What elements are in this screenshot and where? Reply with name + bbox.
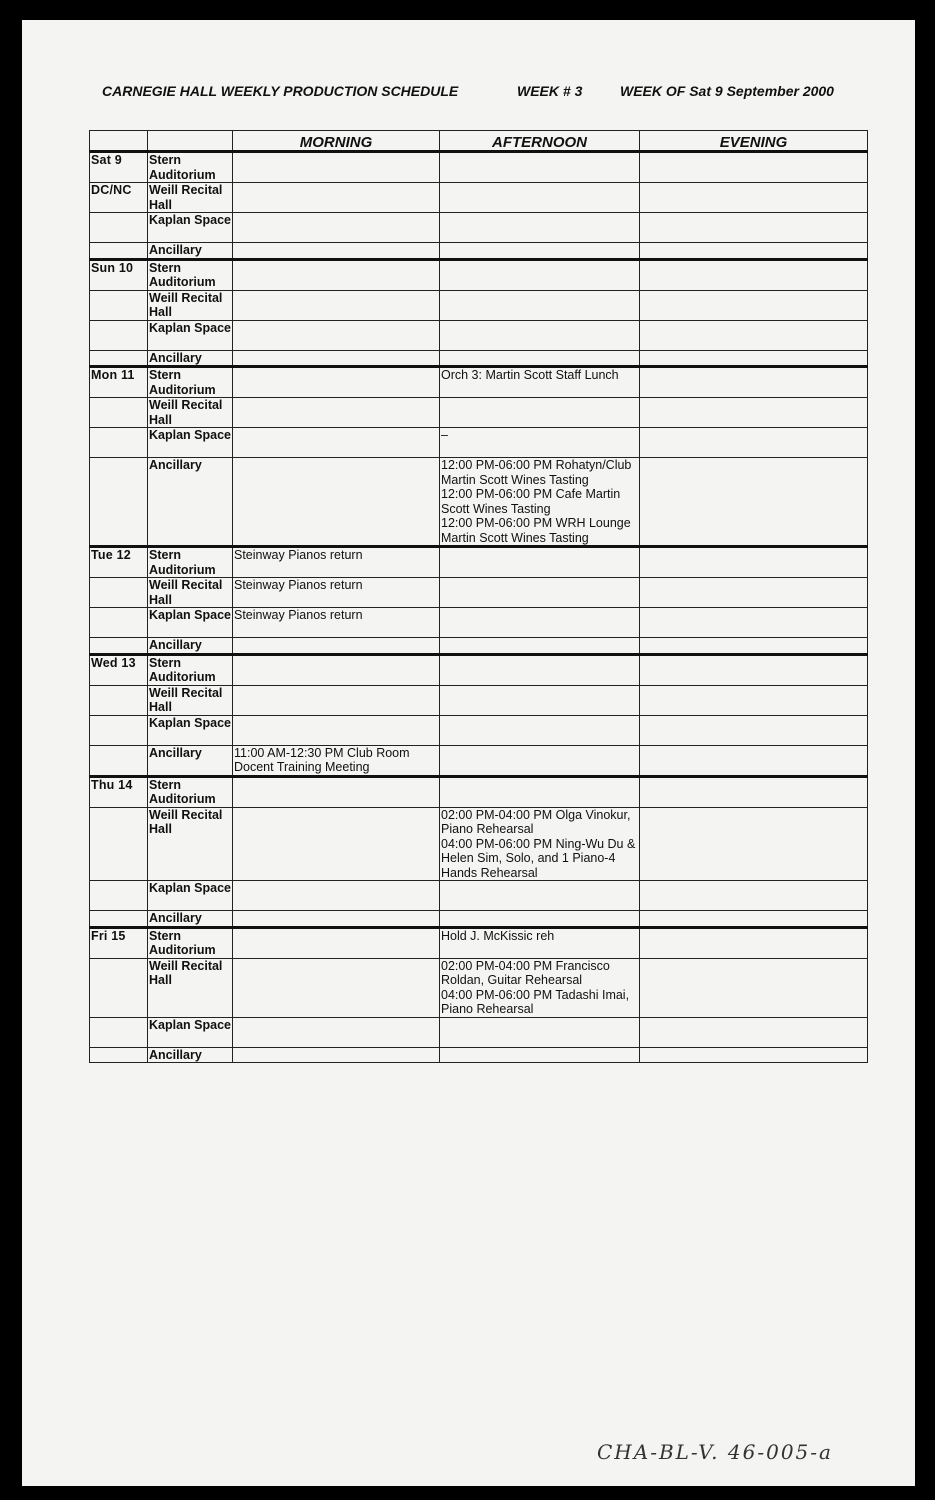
morning-cell xyxy=(233,927,440,958)
evening-cell xyxy=(640,428,868,458)
day-cell xyxy=(90,213,148,243)
afternoon-cell: 02:00 PM-04:00 PM Olga Vinokur, Piano Rehearsal 04:00 PM-06:00 PM Ning-Wu Du & Helen Sim, Solo, and 1 Piano-4 Hands Rehearsal xyxy=(440,807,640,881)
day-note: DC/NC xyxy=(90,183,148,213)
space-name: Stern Auditorium xyxy=(148,547,233,578)
day-label: Sun 10 xyxy=(90,259,148,290)
space-name: Ancillary xyxy=(148,638,233,655)
schedule-row xyxy=(90,1017,868,1047)
space-name: Kaplan Space xyxy=(148,881,233,911)
evening-cell xyxy=(640,458,868,547)
morning-cell: Steinway Pianos return xyxy=(233,547,440,578)
space-name: Kaplan Space xyxy=(148,320,233,350)
day-note xyxy=(90,290,148,320)
column-header-afternoon: AFTERNOON xyxy=(440,131,640,152)
morning-cell xyxy=(233,911,440,928)
afternoon-cell: – xyxy=(440,428,640,458)
morning-cell xyxy=(233,428,440,458)
morning-cell xyxy=(233,259,440,290)
evening-cell xyxy=(640,807,868,881)
schedule-row xyxy=(90,350,868,367)
schedule-title: CARNEGIE HALL WEEKLY PRODUCTION SCHEDULE xyxy=(102,83,459,99)
day-label: Sat 9 xyxy=(90,152,148,183)
space-name: Kaplan Space xyxy=(148,1017,233,1047)
evening-cell xyxy=(640,213,868,243)
schedule-row xyxy=(90,458,868,547)
evening-cell xyxy=(640,881,868,911)
morning-cell xyxy=(233,1017,440,1047)
space-name: Kaplan Space xyxy=(148,608,233,638)
day-cell xyxy=(90,1017,148,1047)
space-name: Stern Auditorium xyxy=(148,367,233,398)
schedule-row xyxy=(90,608,868,638)
morning-cell xyxy=(233,367,440,398)
evening-cell xyxy=(640,1017,868,1047)
schedule-row xyxy=(90,958,868,1017)
day-cell xyxy=(90,428,148,458)
column-header-space xyxy=(148,131,233,152)
morning-cell xyxy=(233,638,440,655)
evening-cell xyxy=(640,927,868,958)
space-name: Stern Auditorium xyxy=(148,259,233,290)
archive-handwritten-mark: CHA-BL-V. 46-005-a xyxy=(597,1440,833,1464)
evening-cell xyxy=(640,183,868,213)
space-name: Weill Recital Hall xyxy=(148,578,233,608)
day-note xyxy=(90,685,148,715)
space-name: Weill Recital Hall xyxy=(148,807,233,881)
evening-cell xyxy=(640,259,868,290)
afternoon-cell xyxy=(440,398,640,428)
afternoon-cell xyxy=(440,320,640,350)
evening-cell xyxy=(640,398,868,428)
day-note xyxy=(90,578,148,608)
afternoon-cell xyxy=(440,213,640,243)
afternoon-cell xyxy=(440,715,640,745)
morning-cell xyxy=(233,958,440,1017)
morning-cell xyxy=(233,290,440,320)
column-header-morning: MORNING xyxy=(233,131,440,152)
space-name: Ancillary xyxy=(148,243,233,260)
space-name: Weill Recital Hall xyxy=(148,685,233,715)
day-label: Fri 15 xyxy=(90,927,148,958)
week-of-date: WEEK OF Sat 9 September 2000 xyxy=(620,83,834,99)
schedule-row xyxy=(90,259,868,290)
evening-cell xyxy=(640,290,868,320)
schedule-row xyxy=(90,654,868,685)
morning-cell xyxy=(233,458,440,547)
afternoon-cell xyxy=(440,1047,640,1063)
schedule-row xyxy=(90,547,868,578)
day-cell xyxy=(90,350,148,367)
space-name: Kaplan Space xyxy=(148,715,233,745)
space-name: Stern Auditorium xyxy=(148,654,233,685)
table-header-row xyxy=(90,131,868,152)
day-label: Thu 14 xyxy=(90,776,148,807)
column-header-evening: EVENING xyxy=(640,131,868,152)
day-cell xyxy=(90,608,148,638)
morning-cell xyxy=(233,152,440,183)
evening-cell xyxy=(640,350,868,367)
schedule-row xyxy=(90,1047,868,1063)
day-label: Wed 13 xyxy=(90,654,148,685)
evening-cell xyxy=(640,367,868,398)
day-note xyxy=(90,398,148,428)
evening-cell xyxy=(640,745,868,776)
schedule-row xyxy=(90,183,868,213)
afternoon-cell xyxy=(440,243,640,260)
evening-cell xyxy=(640,608,868,638)
afternoon-cell xyxy=(440,745,640,776)
day-cell xyxy=(90,715,148,745)
schedule-row xyxy=(90,745,868,776)
afternoon-cell xyxy=(440,638,640,655)
evening-cell xyxy=(640,685,868,715)
space-name: Ancillary xyxy=(148,745,233,776)
afternoon-cell xyxy=(440,776,640,807)
evening-cell xyxy=(640,547,868,578)
evening-cell xyxy=(640,638,868,655)
schedule-row xyxy=(90,927,868,958)
afternoon-cell xyxy=(440,350,640,367)
morning-cell: 11:00 AM-12:30 PM Club Room Docent Training Meeting xyxy=(233,745,440,776)
afternoon-cell xyxy=(440,608,640,638)
space-name: Ancillary xyxy=(148,1047,233,1063)
space-name: Weill Recital Hall xyxy=(148,398,233,428)
morning-cell xyxy=(233,776,440,807)
evening-cell xyxy=(640,320,868,350)
schedule-row xyxy=(90,213,868,243)
day-cell xyxy=(90,320,148,350)
evening-cell xyxy=(640,911,868,928)
afternoon-cell xyxy=(440,183,640,213)
evening-cell xyxy=(640,578,868,608)
morning-cell: Steinway Pianos return xyxy=(233,608,440,638)
schedule-row xyxy=(90,881,868,911)
afternoon-cell: 12:00 PM-06:00 PM Rohatyn/Club Martin Scott Wines Tasting 12:00 PM-06:00 PM Cafe Martin Scott Wines Tasting 12:00 PM-06:00 PM WRH Lounge Martin Scott Wines Tasting xyxy=(440,458,640,547)
schedule-header xyxy=(22,83,915,103)
morning-cell xyxy=(233,350,440,367)
schedule-row xyxy=(90,290,868,320)
evening-cell xyxy=(640,152,868,183)
schedule-row xyxy=(90,320,868,350)
day-label: Mon 11 xyxy=(90,367,148,398)
morning-cell xyxy=(233,243,440,260)
space-name: Weill Recital Hall xyxy=(148,290,233,320)
morning-cell xyxy=(233,685,440,715)
day-note xyxy=(90,807,148,881)
evening-cell xyxy=(640,1047,868,1063)
evening-cell xyxy=(640,958,868,1017)
space-name: Ancillary xyxy=(148,911,233,928)
morning-cell xyxy=(233,807,440,881)
schedule-row xyxy=(90,911,868,928)
schedule-row xyxy=(90,428,868,458)
day-cell xyxy=(90,458,148,547)
evening-cell xyxy=(640,715,868,745)
space-name: Stern Auditorium xyxy=(148,152,233,183)
space-name: Weill Recital Hall xyxy=(148,183,233,213)
morning-cell xyxy=(233,213,440,243)
space-name: Stern Auditorium xyxy=(148,927,233,958)
schedule-row xyxy=(90,367,868,398)
evening-cell xyxy=(640,776,868,807)
schedule-row xyxy=(90,398,868,428)
afternoon-cell: Orch 3: Martin Scott Staff Lunch xyxy=(440,367,640,398)
day-cell xyxy=(90,638,148,655)
schedule-row xyxy=(90,776,868,807)
afternoon-cell xyxy=(440,547,640,578)
day-cell xyxy=(90,243,148,260)
afternoon-cell xyxy=(440,578,640,608)
day-cell xyxy=(90,745,148,776)
afternoon-cell xyxy=(440,152,640,183)
morning-cell xyxy=(233,320,440,350)
morning-cell xyxy=(233,715,440,745)
morning-cell xyxy=(233,1047,440,1063)
space-name: Weill Recital Hall xyxy=(148,958,233,1017)
afternoon-cell: Hold J. McKissic reh xyxy=(440,927,640,958)
day-cell xyxy=(90,881,148,911)
space-name: Ancillary xyxy=(148,350,233,367)
schedule-row xyxy=(90,685,868,715)
schedule-table xyxy=(89,130,868,1063)
morning-cell xyxy=(233,183,440,213)
morning-cell xyxy=(233,654,440,685)
schedule-row xyxy=(90,638,868,655)
afternoon-cell xyxy=(440,1017,640,1047)
afternoon-cell xyxy=(440,259,640,290)
afternoon-cell xyxy=(440,685,640,715)
evening-cell xyxy=(640,654,868,685)
schedule-row xyxy=(90,715,868,745)
afternoon-cell xyxy=(440,654,640,685)
day-note xyxy=(90,958,148,1017)
day-cell xyxy=(90,1047,148,1063)
afternoon-cell xyxy=(440,911,640,928)
column-header-day xyxy=(90,131,148,152)
space-name: Kaplan Space xyxy=(148,428,233,458)
schedule-row xyxy=(90,578,868,608)
schedule-row xyxy=(90,243,868,260)
document-page xyxy=(22,20,915,1486)
afternoon-cell xyxy=(440,881,640,911)
afternoon-cell: 02:00 PM-04:00 PM Francisco Roldan, Guitar Rehearsal 04:00 PM-06:00 PM Tadashi Imai, Piano Rehearsal xyxy=(440,958,640,1017)
morning-cell xyxy=(233,881,440,911)
day-label: Tue 12 xyxy=(90,547,148,578)
schedule-row xyxy=(90,152,868,183)
schedule-row xyxy=(90,807,868,881)
day-cell xyxy=(90,911,148,928)
week-number: WEEK # 3 xyxy=(517,83,583,99)
schedule-body xyxy=(90,152,868,1063)
space-name: Stern Auditorium xyxy=(148,776,233,807)
morning-cell xyxy=(233,398,440,428)
morning-cell: Steinway Pianos return xyxy=(233,578,440,608)
space-name: Kaplan Space xyxy=(148,213,233,243)
afternoon-cell xyxy=(440,290,640,320)
evening-cell xyxy=(640,243,868,260)
space-name: Ancillary xyxy=(148,458,233,547)
